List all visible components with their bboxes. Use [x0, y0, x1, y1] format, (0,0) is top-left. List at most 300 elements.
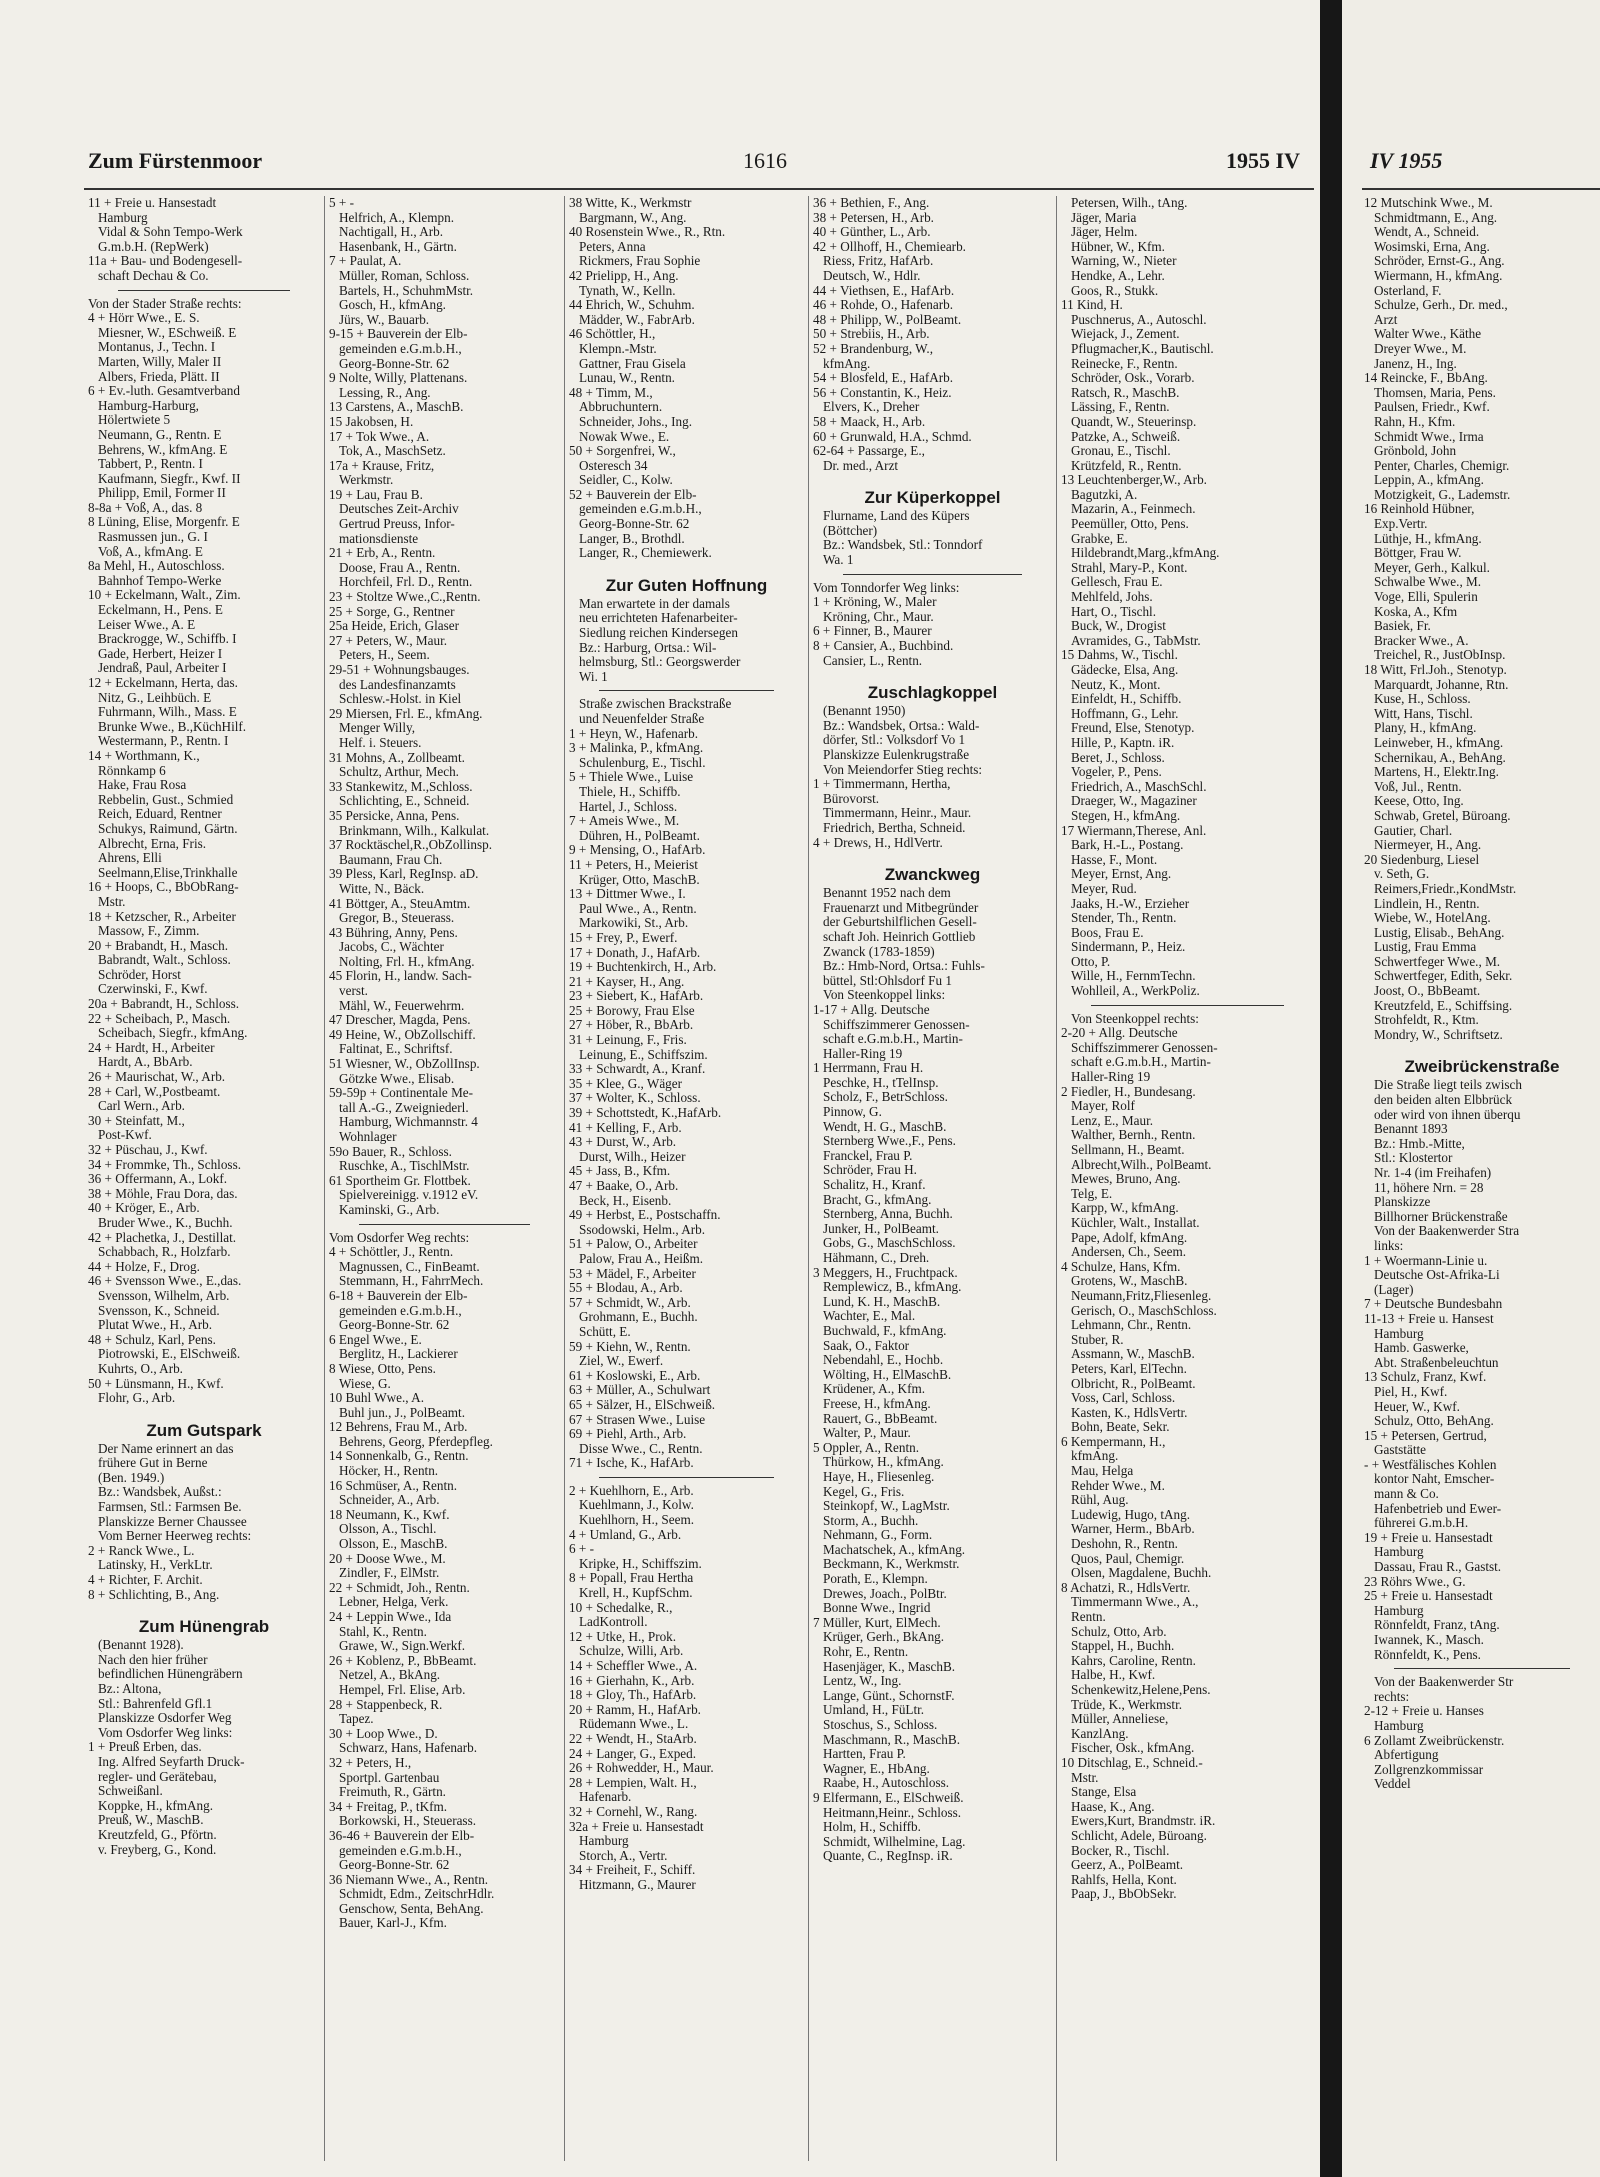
directory-entry: Von Steenkoppel links: — [823, 988, 946, 1003]
directory-entry: Vom Berner Heerweg rechts: — [98, 1529, 252, 1544]
directory-entry: Abt. Straßenbeleuchtun — [1374, 1355, 1499, 1370]
directory-entry: Schmidtmann, E., Ang. — [1374, 210, 1498, 225]
directory-entry: 59-59p + Continentale Me- — [329, 1086, 474, 1101]
directory-entry: Sternberg, Anna, Buchh. — [823, 1207, 953, 1222]
directory-entry: 11 + Peters, H., Meierist — [569, 857, 698, 872]
directory-entry: Deutsche Ost-Afrika-Li — [1374, 1268, 1500, 1283]
directory-entry: Kuhrts, O., Arb. — [98, 1361, 183, 1376]
directory-entry: Voge, Elli, Spulerin — [1374, 590, 1478, 605]
column-3 — [564, 196, 808, 2161]
directory-entry: Peschke, H., tTelInsp. — [823, 1075, 939, 1090]
directory-entry: 14 + Worthmann, K., — [88, 748, 200, 763]
directory-entry: 32 + Püschau, J., Kwf. — [88, 1143, 208, 1157]
directory-entry: 17a + Krause, Fritz, — [329, 458, 435, 473]
directory-entry: Albrecht,Wilh., PolBeamt. — [1071, 1157, 1212, 1172]
directory-entry: Beck, H., Eisenb. — [579, 1193, 672, 1208]
directory-entry: 22 + Wendt, H., StaArb. — [569, 1731, 697, 1746]
directory-entry: Georg-Bonne-Str. 62 — [339, 1318, 450, 1333]
column-2 — [324, 196, 564, 2161]
directory-entry: Georg-Bonne-Str. 62 — [339, 356, 450, 371]
directory-entry: Friedrich, Bertha, Schneid. — [823, 820, 966, 835]
directory-entry: kontor Naht, Emscher- — [1374, 1472, 1495, 1487]
directory-entry: Wiermann, H., kfmAng. — [1374, 268, 1503, 283]
directory-entry: Vom Osdorfer Weg rechts: — [329, 1230, 470, 1245]
directory-entry: 33 Stankewitz, M.,Schloss. — [329, 779, 473, 794]
directory-entry: Reinecke, F., Rentn. — [1071, 356, 1178, 371]
directory-entry: Koppke, H., kfmAng. — [98, 1798, 214, 1813]
directory-entry: 36 Niemann Wwe., A., Rentn. — [329, 1872, 489, 1887]
directory-entry: Lustig, Frau Emma — [1374, 940, 1477, 955]
directory-entry: 33 + Schwardt, A., Kranf. — [569, 1062, 706, 1077]
directory-entry: Rentn. — [1071, 1610, 1106, 1624]
directory-entry: Wachter, E., Mal. — [823, 1309, 916, 1324]
directory-entry: Steinkopf, W., LagMstr. — [823, 1499, 950, 1514]
directory-entry: 8 Lüning, Elise, Morgenfr. E — [88, 515, 240, 530]
directory-entry: 46 + Svensson Wwe., E.,das. — [88, 1274, 242, 1289]
directory-entry: Saak, O., Faktor — [823, 1338, 910, 1353]
directory-entry: Pflugmacher,K., Bautischl. — [1071, 341, 1214, 356]
directory-entry: Raabe, H., Autoschloss. — [823, 1776, 950, 1791]
directory-entry: Leiser Wwe., A. E — [98, 617, 196, 632]
directory-entry: Planskizze — [1374, 1195, 1431, 1210]
directory-entry: 11, höhere Nrn. = 28 — [1374, 1180, 1484, 1195]
directory-entry: Klempn.-Mstr. — [579, 341, 657, 356]
directory-entry: Lehmann, Chr., Rentn. — [1071, 1318, 1192, 1333]
directory-entry: Peters, Anna — [579, 239, 646, 254]
directory-entry: 10 Ditschlag, E., Schneid.- — [1061, 1755, 1203, 1770]
directory-entry: Babrandt, Walt., Schloss. — [98, 953, 231, 968]
directory-entry: Martens, H., Elektr.Ing. — [1374, 765, 1499, 780]
directory-entry: Berglitz, H., Lackierer — [339, 1347, 458, 1362]
street-heading: Zuschlagkoppel — [867, 683, 998, 703]
directory-entry: 58 + Maack, H., Arb. — [813, 414, 926, 429]
directory-entry: Ziel, W., Ewerf. — [579, 1354, 664, 1369]
directory-entry: Grönbold, John — [1374, 444, 1457, 459]
directory-entry: kfmAng. — [1071, 1449, 1119, 1464]
directory-entry: Keese, Otto, Ing. — [1374, 794, 1464, 809]
directory-entry: Hamb. Gaswerke, — [1374, 1341, 1469, 1356]
directory-entry: Hafenbetrieb und Ewer- — [1374, 1501, 1502, 1516]
directory-entry: Strohfeldt, R., Ktm. — [1374, 1013, 1479, 1028]
directory-entry: 30 + Loop Wwe., D. — [329, 1726, 438, 1741]
directory-entry: Peters, Karl, ElTechn. — [1071, 1361, 1187, 1376]
directory-entry: Bagutzki, A. — [1071, 487, 1138, 502]
directory-entry: 44 + Holze, F., Drog. — [88, 1259, 200, 1274]
directory-entry: Stahl, K., Rentn. — [339, 1624, 427, 1639]
directory-entry: 23 + Stoltze Wwe.,C.,Rentn. — [329, 590, 481, 605]
page-header — [88, 148, 1300, 184]
directory-entry: Osterland, F. — [1374, 283, 1442, 298]
directory-entry: 1 + Timmermann, Hertha, — [813, 777, 951, 792]
directory-entry: Stl.: Klostertor — [1374, 1151, 1453, 1166]
directory-entry: 40 + Günther, L., Arb. — [813, 225, 931, 240]
directory-entry: Sportpl. Gartenbau — [339, 1770, 440, 1785]
directory-entry: Behrens, W., kfmAng. E — [98, 442, 228, 457]
directory-entry: 17 Wiermann,Therese, Anl. — [1061, 823, 1207, 838]
directory-entry: Lentz, W., Ing. — [823, 1674, 902, 1689]
directory-entry: Jürs, W., Bauarb. — [339, 312, 430, 327]
directory-entry: 4 + Umland, G., Arb. — [569, 1527, 682, 1542]
directory-entry: 42 + Plachetka, J., Destillat. — [88, 1230, 237, 1245]
directory-entry: Zwanck (1783-1859) — [823, 944, 935, 959]
directory-entry: 47 + Baake, O., Arb. — [569, 1179, 679, 1193]
directory-entry: 7 + Paulat, A. — [329, 254, 402, 269]
directory-entry: Ssodowski, Helm., Arb. — [579, 1222, 706, 1237]
directory-entry: 57 + Schmidt, W., Arb. — [569, 1295, 691, 1310]
directory-entry: Quante, C., RegInsp. iR. — [823, 1849, 953, 1864]
directory-entry: Behrens, Georg, Pferdepfleg. — [339, 1434, 493, 1449]
directory-entry: büttel, Stl:Ohlsdorf Fu 1 — [823, 973, 952, 988]
directory-entry: 36 + Offermann, A., Lokf. — [88, 1172, 228, 1187]
directory-entry: Rasmussen jun., G. I — [98, 530, 208, 545]
directory-entry: Quos, Paul, Chemigr. — [1071, 1551, 1185, 1566]
directory-entry: Witt, Hans, Tischl. — [1374, 706, 1473, 721]
directory-entry: Tabbert, P., Rentn. I — [98, 457, 203, 472]
directory-entry: Voss, Carl, Schloss. — [1071, 1391, 1176, 1406]
directory-entry: Lessing, R., Ang. — [339, 385, 431, 400]
directory-entry: Hake, Frau Rosa — [98, 778, 187, 793]
directory-entry: Freund, Else, Stenotyp. — [1071, 721, 1195, 736]
directory-entry: Planskizze Eulenkrugstraße — [823, 748, 970, 762]
directory-entry: 7 + Deutsche Bundesbahn — [1364, 1297, 1503, 1312]
directory-entry: Kripke, H., Schiffszim. — [579, 1556, 702, 1571]
directory-entry: 34 + Freitag, P., tKfm. — [329, 1799, 448, 1814]
directory-entry: dörfer, Stl.: Volksdorf Vo 1 — [823, 733, 966, 748]
directory-entry: Hamburg, Wichmannstr. 4 — [339, 1115, 478, 1130]
directory-entry: Heitmann,Heinr., Schloss. — [823, 1805, 962, 1820]
directory-entry: 29 Miersen, Frl. E., kfmAng. — [329, 706, 483, 721]
directory-entry: 4 Schulze, Hans, Kfm. — [1061, 1259, 1181, 1274]
directory-entry: G.m.b.H. (RepWerk) — [98, 239, 209, 254]
directory-entry: Schmidt, Wilhelmine, Lag. — [823, 1834, 966, 1849]
directory-entry: Elvers, K., Dreher — [823, 400, 920, 415]
directory-entry: Neumann,Fritz,Fliesenleg. — [1071, 1288, 1212, 1303]
directory-entry: Stender, Th., Rentn. — [1071, 911, 1177, 926]
directory-entry: den beiden alten Elbbrück — [1374, 1093, 1513, 1108]
directory-entry: Hähmann, C., Dreh. — [823, 1251, 930, 1265]
directory-entry: Schütt, E. — [579, 1324, 631, 1339]
directory-entry: 32 + Peters, H., — [329, 1755, 412, 1770]
section-divider — [599, 690, 774, 691]
directory-entry: Schulenburg, E., Tischl. — [579, 755, 706, 770]
directory-entry: Lüthje, H., kfmAng. — [1374, 531, 1482, 546]
directory-entry: 71 + Ische, K., HafArb. — [569, 1456, 694, 1471]
directory-entry: Walter, P., Maur. — [823, 1426, 911, 1441]
directory-entry: Reimers,Friedr.,KondMstr. — [1374, 881, 1517, 896]
directory-entry: gemeinden e.G.m.b.H., — [339, 341, 462, 356]
directory-entry: Freese, H., kfmAng. — [823, 1396, 931, 1411]
directory-entry: 8a Mehl, H., Autoschloss. — [88, 559, 225, 574]
directory-entry: 60 + Grunwald, H.A., Schmd. — [813, 429, 972, 444]
directory-entry: Böttger, Frau W. — [1374, 546, 1462, 561]
directory-entry: 46 Schöttler, H., — [569, 327, 656, 342]
directory-entry: Piel, H., Kwf. — [1374, 1384, 1448, 1399]
directory-entry: Svensson, Wilhelm, Arb. — [98, 1288, 230, 1303]
directory-entry: 40 Rosenstein Wwe., R., Rtn. — [569, 225, 726, 240]
directory-entry: Schenkewitz,Helene,Pens. — [1071, 1682, 1211, 1697]
directory-entry: 46 + Rohde, O., Hafenarb. — [813, 298, 954, 313]
directory-entry: 26 + Maurischat, W., Arb. — [88, 1070, 226, 1085]
directory-entry: 31 + Leinung, F., Fris. — [569, 1033, 687, 1048]
directory-entry: 55 + Blodau, A., Arb. — [569, 1281, 683, 1296]
directory-entry: v. Freyberg, G., Kond. — [98, 1842, 217, 1857]
directory-entry: 15 + Petersen, Gertrud, — [1364, 1428, 1487, 1443]
directory-entry: Grohmann, E., Buchh. — [579, 1310, 698, 1325]
directory-entry: Krüger, Gerh., BkAng. — [823, 1630, 945, 1645]
directory-entry: Boos, Frau E. — [1071, 925, 1144, 940]
directory-entry: Schweißanl. — [98, 1784, 163, 1799]
directory-entry: Krützfeld, R., Rentn. — [1071, 458, 1182, 473]
directory-entry: 20 + Doose Wwe., M. — [329, 1551, 446, 1566]
directory-entry: Freimuth, R., Gärtn. — [339, 1785, 446, 1800]
directory-entry: Wille, H., FernmTechn. — [1071, 969, 1196, 984]
directory-entry: Nehmann, G., Form. — [823, 1528, 933, 1543]
directory-entry: Genschow, Senta, BehAng. — [339, 1901, 484, 1916]
directory-entry: Schneider, Johs., Ing. — [579, 414, 693, 429]
directory-entry: Man erwartete in der damals — [579, 596, 730, 611]
directory-entry: Wohlleil, A., WerkPoliz. — [1071, 984, 1200, 999]
directory-entry: Gaststätte — [1374, 1443, 1427, 1458]
directory-entry: Osteresch 34 — [579, 458, 648, 473]
directory-entry: Kuehlhorn, H., Seem. — [579, 1513, 695, 1528]
directory-entry: 26 + Rohwedder, H., Maur. — [569, 1761, 714, 1776]
directory-entry: 63 + Müller, A., Schulwart — [569, 1383, 711, 1398]
directory-entry: Schwertfeger, Edith, Sekr. — [1374, 969, 1513, 984]
directory-entry: 1 + Heyn, W., Hafenarb. — [569, 726, 699, 741]
directory-entry: Bz.: Altona, — [98, 1682, 162, 1696]
directory-entry: Quandt, W., Steuerinsp. — [1071, 414, 1197, 429]
directory-entry: Czerwinski, F., Kwf. — [98, 982, 208, 997]
directory-entry: Von Meiendorfer Stieg rechts: — [823, 762, 983, 777]
directory-entry: 2 + Kuehlhorn, E., Arb. — [569, 1483, 694, 1498]
directory-entry: Mähl, W., Feuerwehrm. — [339, 998, 465, 1013]
directory-entry: Rebbelin, Gust., Schmied — [98, 792, 234, 807]
directory-entry: (Benannt 1928). — [98, 1638, 184, 1653]
directory-entry: Hoffmann, G., Lehr. — [1071, 706, 1179, 721]
directory-entry: 26 + Koblenz, P., BbBeamt. — [329, 1653, 477, 1668]
directory-entry: und Neuenfelder Straße — [579, 712, 705, 726]
directory-entry: 31 Mohns, A., Zollbeamt. — [329, 750, 465, 765]
directory-entry: Nolting, Frl. H., kfmAng. — [339, 954, 475, 969]
directory-entry: 14 Reincke, F., BbAng. — [1364, 371, 1488, 386]
directory-entry: Kaufmann, Siegfr., Kwf. II — [98, 471, 241, 486]
directory-entry: Schultz, Arthur, Mech. — [339, 765, 459, 780]
directory-entry: Patzke, A., Schweiß. — [1071, 429, 1181, 444]
directory-entry: Motzigkeit, G., Lademstr. — [1374, 487, 1511, 502]
directory-entry: Haller-Ring 19 — [823, 1046, 903, 1061]
directory-entry: 61 Sportheim Gr. Flottbek. — [329, 1173, 471, 1188]
directory-entry: schaft e.G.m.b.H., Martin- — [1071, 1055, 1211, 1070]
directory-entry: Hitzmann, G., Maurer — [579, 1877, 696, 1892]
directory-entry: Siedlung reichen Kindersegen — [579, 626, 738, 641]
directory-entry: Telg, E. — [1071, 1186, 1113, 1201]
directory-entry: Schulz, Otto, Arb. — [1071, 1624, 1167, 1639]
directory-entry: Billhorner Brückenstraße — [1374, 1209, 1508, 1224]
directory-entry: Deutsches Zeit-Archiv — [339, 502, 459, 517]
directory-entry: Thomsen, Maria, Pens. — [1374, 385, 1496, 400]
directory-entry: tall A.-G., Zweigniederl. — [339, 1100, 469, 1115]
directory-entry: Kaminski, G., Arb. — [339, 1202, 440, 1217]
directory-entry: frühere Gut in Berne — [98, 1456, 208, 1471]
directory-entry: Nebendahl, E., Hochb. — [823, 1353, 944, 1368]
directory-entry: Der Name erinnert an das — [98, 1441, 234, 1456]
directory-entry: 27 + Peters, W., Maur. — [329, 633, 448, 648]
directory-entry: Albrecht, Erna, Fris. — [98, 836, 207, 851]
directory-entry: Vogeler, P., Pens. — [1071, 765, 1162, 780]
directory-entry: Straße zwischen Brackstraße — [579, 697, 732, 712]
directory-entry: Helfrich, A., Klempn. — [339, 210, 454, 225]
directory-entry: Hamburg — [1374, 1326, 1424, 1341]
directory-entry: 13 + Dittmer Wwe., I. — [569, 887, 686, 902]
directory-entry: 43 + Durst, W., Arb. — [569, 1135, 677, 1150]
directory-entry: Ing. Alfred Seyfarth Druck- — [98, 1754, 245, 1769]
directory-entry: Gattner, Frau Gisela — [579, 356, 686, 371]
directory-entry: Montanus, J., Techn. I — [98, 340, 216, 355]
directory-entry: 17 + Tok Wwe., A. — [329, 429, 430, 444]
directory-entry: Thiele, H., Schiffb. — [579, 784, 681, 799]
directory-entry: 16 + Hoops, C., BbObRang- — [88, 880, 239, 895]
directory-entry: Rönnkamp 6 — [98, 763, 166, 778]
directory-entry: 32 + Cornehl, W., Rang. — [569, 1804, 698, 1819]
directory-entry: Hafenarb. — [579, 1790, 632, 1805]
directory-entry: Von der Stader Straße rechts: — [88, 296, 242, 311]
directory-entry: 49 + Herbst, E., Postschaffn. — [569, 1208, 721, 1223]
directory-entry: 15 Dahms, W., Tischl. — [1061, 648, 1178, 663]
directory-entry: 62-64 + Passarge, E., — [813, 444, 925, 459]
directory-entry: Gobs, G., MaschSchloss. — [823, 1236, 956, 1251]
directory-entry: Mazarin, A., Feinmech. — [1071, 502, 1196, 517]
directory-entry: 23 Röhrs Wwe., G. — [1364, 1574, 1466, 1589]
directory-entry: Carl Wern., Arb. — [98, 1099, 185, 1114]
directory-entry: oder wird von ihnen überqu — [1374, 1107, 1521, 1122]
directory-entry: Rönnfeldt, Franz, tAng. — [1374, 1618, 1500, 1633]
directory-entry: 49 Heine, W., ObZollschiff. — [329, 1027, 476, 1042]
directory-entry: 6 Zollamt Zweibrückenstr. — [1364, 1733, 1505, 1748]
directory-entry: Schröder, Frau H. — [823, 1163, 917, 1178]
directory-entry: Krüdener, A., Kfm. — [823, 1382, 926, 1397]
right-page-header: IV 1955 — [1370, 148, 1443, 173]
directory-entry: 28 + Lempien, Walt. H., — [569, 1775, 697, 1790]
directory-entry: Nowak Wwe., E. — [579, 429, 670, 444]
directory-entry: Storch, A., Vertr. — [579, 1848, 668, 1863]
directory-entry: 20a + Babrandt, H., Schloss. — [88, 997, 240, 1012]
directory-entry: 2-12 + Freie u. Hanses — [1364, 1704, 1484, 1719]
directory-entry: 2 Fiedler, H., Bundesang. — [1061, 1084, 1196, 1099]
directory-entry: helmsburg, Stl.: Georgswerder — [579, 655, 741, 670]
directory-entry: Spielvereinigg. v.1912 eV. — [339, 1188, 479, 1203]
directory-entry: 50 + Strebiis, H., Arb. — [813, 327, 930, 342]
directory-entry: Faltinat, E., Schriftsf. — [339, 1042, 453, 1057]
directory-entry: Post-Kwf. — [98, 1128, 152, 1143]
directory-entry: 47 Drescher, Magda, Pens. — [329, 1013, 471, 1028]
directory-entry: Mewes, Bruno, Ang. — [1071, 1172, 1181, 1187]
directory-entry: 69 + Piehl, Arth., Arb. — [569, 1427, 687, 1442]
directory-entry: Schlesw.-Holst. in Kiel — [339, 692, 462, 707]
directory-entry: Götzke Wwe., Elisab. — [339, 1071, 455, 1086]
directory-entry: Ratsch, R., MaschB. — [1071, 385, 1180, 400]
directory-entry: Wagner, E., HbAng. — [823, 1761, 930, 1776]
directory-entry: Gädecke, Elsa, Ang. — [1071, 663, 1179, 677]
directory-entry: Wendt, A., Schneid. — [1374, 225, 1480, 240]
directory-entry: 8 + Schlichting, B., Ang. — [88, 1587, 220, 1602]
street-heading: Zum Hünengrab — [138, 1617, 270, 1637]
directory-entry: Ewers,Kurt, Brandmstr. iR. — [1071, 1814, 1216, 1829]
directory-entry: Rüdemann Wwe., L. — [579, 1717, 689, 1732]
directory-entry: Westermann, P., Rentn. I — [98, 734, 229, 749]
directory-entry: Bz.: Harburg, Ortsa.: Wil- — [579, 640, 717, 655]
directory-entry: Langer, R., Chemiewerk. — [579, 546, 712, 561]
directory-entry: Mehlfeld, Johs. — [1071, 590, 1153, 605]
directory-entry: Piotrowski, E., ElSchweiß. — [98, 1347, 241, 1362]
directory-entry: 1 + Kröning, W., Maler — [813, 595, 937, 610]
directory-entry: - + Westfälisches Kohlen — [1364, 1457, 1497, 1472]
directory-entry: Ruschke, A., TischlMstr. — [339, 1159, 470, 1174]
directory-entry: 65 + Sälzer, H., ElSchweiß. — [569, 1397, 716, 1412]
directory-entry: Walther, Bernh., Rentn. — [1071, 1128, 1196, 1143]
directory-entry: Bracht, G., kfmAng. — [823, 1192, 932, 1207]
directory-entry: Bauer, Karl-J., Kfm. — [339, 1916, 447, 1931]
directory-entry: 12 Mutschink Wwe., M. — [1364, 196, 1493, 210]
directory-entry: Hartten, Frau P. — [823, 1747, 906, 1762]
directory-entry: Hamburg — [1374, 1545, 1424, 1560]
directory-entry: Wosimski, Erna, Ang. — [1374, 239, 1490, 254]
directory-entry: Gerisch, O., MaschSchloss. — [1071, 1303, 1217, 1318]
directory-entry: Schwalbe Wwe., M. — [1374, 575, 1482, 590]
directory-entry: Bartels, H., SchuhmMstr. — [339, 283, 474, 298]
directory-entry: Schiffszimmerer Genossen- — [1071, 1040, 1218, 1055]
header-rule — [84, 188, 1314, 190]
directory-entry: Meyer, Ernst, Ang. — [1071, 867, 1172, 882]
directory-entry: Leppin, A., kfmAng. — [1374, 473, 1484, 488]
directory-entry: 11-13 + Freie u. Hansest — [1364, 1311, 1494, 1326]
directory-entry: 36-46 + Bauverein der Elb- — [329, 1828, 475, 1843]
directory-entry: 59o Bauer, R., Schloss. — [329, 1144, 452, 1159]
directory-entry: 52 + Brandenburg, W., — [813, 341, 934, 356]
directory-entry: 6 + Ev.-luth. Gesamtverband — [88, 384, 240, 399]
directory-entry: Rehder Wwe., M. — [1071, 1478, 1165, 1493]
directory-entry: Von Steenkoppel rechts: — [1071, 1011, 1199, 1026]
directory-entry: 7 + Ameis Wwe., M. — [569, 814, 680, 829]
directory-entry: Avramides, G., TabMstr. — [1071, 633, 1201, 648]
directory-entry: Vom Osdorfer Weg links: — [98, 1725, 233, 1740]
directory-entry: 45 + Jass, B., Kfm. — [569, 1164, 671, 1179]
directory-entry: Mondry, W., Schriftsetz. — [1374, 1027, 1503, 1042]
directory-entry: 48 + Philipp, W., PolBeamt. — [813, 312, 962, 327]
directory-entry: Olbricht, R., PolBeamt. — [1071, 1376, 1196, 1391]
directory-entry: Arzt — [1374, 312, 1398, 327]
directory-entry: Friedrich, A., MaschSchl. — [1071, 779, 1207, 794]
directory-entry: Veddel — [1374, 1777, 1411, 1792]
directory-entry: Grawe, W., Sign.Werkf. — [339, 1639, 466, 1654]
directory-entry: Hart, O., Tischl. — [1071, 604, 1156, 619]
directory-entry: Warning, W., Nieter — [1071, 254, 1177, 269]
directory-entry: Junker, H., PolBeamt. — [823, 1221, 939, 1236]
directory-entry: 30 + Steinfatt, M., — [88, 1113, 185, 1128]
directory-entry: Beckmann, K., Werkmstr. — [823, 1557, 960, 1572]
directory-entry: Bonne Wwe., Ingrid — [823, 1601, 931, 1616]
directory-entry: Latinsky, H., VerkLtr. — [98, 1558, 213, 1573]
directory-entry: Niermeyer, H., Ang. — [1374, 838, 1482, 853]
directory-entry: 6 + - — [569, 1542, 595, 1557]
directory-entry: Janenz, H., Ing. — [1374, 356, 1457, 371]
directory-entry: 20 Siedenburg, Liesel — [1364, 852, 1480, 867]
directory-entry: Trüde, K., Werkmstr. — [1071, 1697, 1183, 1712]
directory-entry: Palow, Frau A., Heißm. — [579, 1251, 704, 1266]
directory-entry: Rickmers, Frau Sophie — [579, 254, 701, 269]
directory-entry: der Geburtshilflichen Gesell- — [823, 915, 977, 930]
section-divider — [1091, 1005, 1284, 1006]
directory-entry: Porath, E., Klempn. — [823, 1572, 928, 1587]
